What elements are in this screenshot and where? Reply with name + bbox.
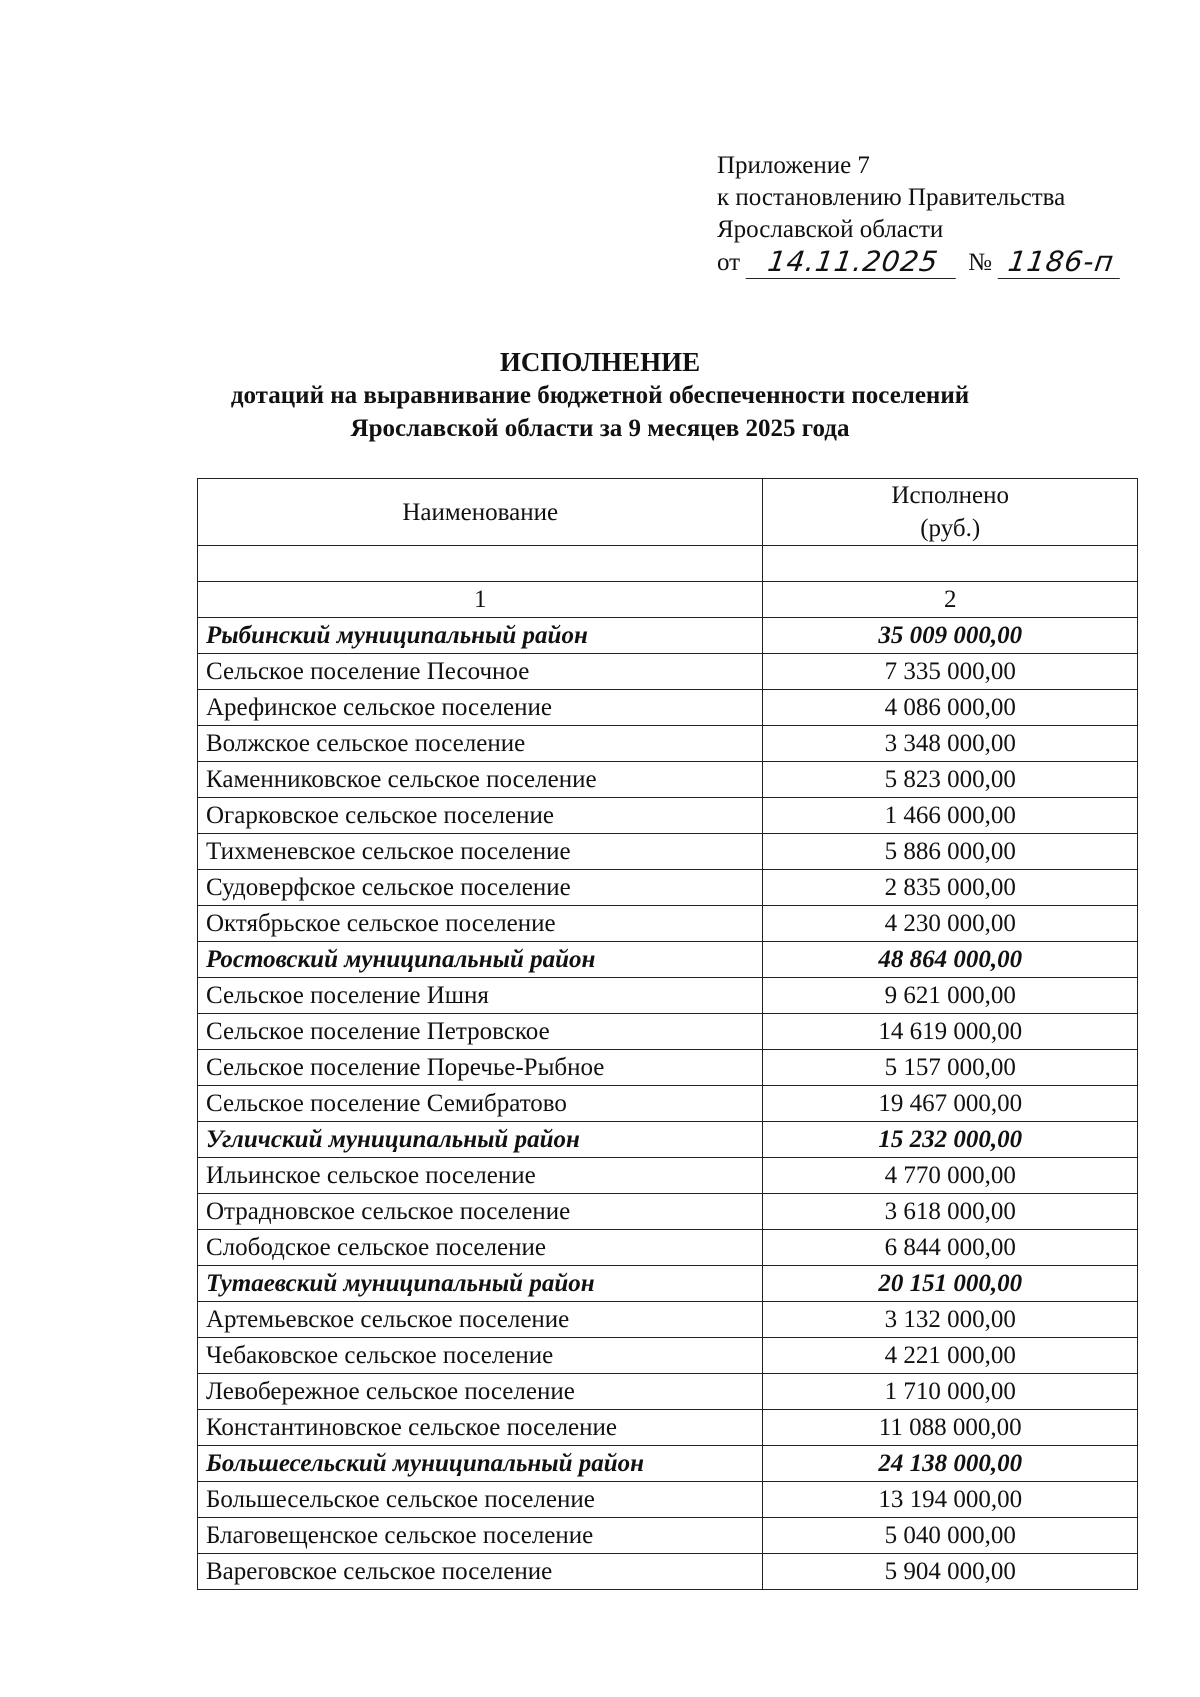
column-number-row [198,582,1138,618]
settlement-row [198,1014,1138,1050]
header-executed [763,479,1138,546]
row-value: 1 710 000,00 [763,1374,1138,1410]
row-name: Огарковское сельское поселение [198,798,763,834]
settlement-row [198,726,1138,762]
appendix-block [717,150,1122,279]
row-name: Ильинское сельское поселение [198,1158,763,1194]
row-value: 35 009 000,00 [763,618,1138,654]
settlement-row [198,1518,1138,1554]
settlement-row [198,690,1138,726]
handwritten-number: 1186-п [998,246,1125,279]
number-label: № [968,249,992,276]
header-name: Наименование [198,479,763,546]
row-value: 4 221 000,00 [763,1338,1138,1374]
settlement-row [198,906,1138,942]
header-executed-unit: (руб.) [920,515,981,542]
district-row [198,1266,1138,1302]
row-name: Артемьевское сельское поселение [198,1302,763,1338]
settlement-row [198,1302,1138,1338]
row-value: 2 835 000,00 [763,870,1138,906]
settlement-row [198,1554,1138,1590]
district-row [198,942,1138,978]
row-value: 9 621 000,00 [763,978,1138,1014]
row-value: 11 088 000,00 [763,1410,1138,1446]
row-value: 20 151 000,00 [763,1266,1138,1302]
document-heading: ИСПОЛНЕНИЕ [499,347,701,377]
row-name: Рыбинский муниципальный район [198,618,763,654]
row-value: 5 886 000,00 [763,834,1138,870]
appendix-date-number [717,246,1122,279]
row-name: Благовещенское сельское поселение [198,1518,763,1554]
row-name: Тутаевский муниципальный район [198,1266,763,1302]
row-value: 4 770 000,00 [763,1158,1138,1194]
row-name: Тихменевское сельское поселение [198,834,763,870]
row-value: 5 040 000,00 [763,1518,1138,1554]
header-executed-label: Исполнено [891,482,1009,509]
row-value: 3 132 000,00 [763,1302,1138,1338]
row-name: Ростовский муниципальный район [198,942,763,978]
row-value: 5 904 000,00 [763,1554,1138,1590]
handwritten-date: 14.11.2025 [746,246,961,279]
row-value: 24 138 000,00 [763,1446,1138,1482]
row-name: Отрадновское сельское поселение [198,1194,763,1230]
date-prefix: от [717,249,741,276]
document-subtitle-line1: дотаций на выравнивание бюджетной обеспеченности поселений [230,382,970,409]
column-number-1: 1 [198,582,763,618]
settlement-row [198,978,1138,1014]
row-name: Арефинское сельское поселение [198,690,763,726]
row-value: 48 864 000,00 [763,942,1138,978]
row-name: Левобережное сельское поселение [198,1374,763,1410]
row-name: Сельское поселение Петровское [198,1014,763,1050]
settlement-row [198,1158,1138,1194]
row-value: 3 348 000,00 [763,726,1138,762]
row-name: Сельское поселение Ишня [198,978,763,1014]
row-value: 5 823 000,00 [763,762,1138,798]
row-name: Чебаковское сельское поселение [198,1338,763,1374]
row-name: Слободское сельское поселение [198,1230,763,1266]
row-value: 13 194 000,00 [763,1482,1138,1518]
row-value: 4 086 000,00 [763,690,1138,726]
row-value: 3 618 000,00 [763,1194,1138,1230]
row-value: 14 619 000,00 [763,1014,1138,1050]
settlement-row [198,834,1138,870]
settlement-row [198,1086,1138,1122]
row-name: Вареговское сельское поселение [198,1554,763,1590]
row-value: 6 844 000,00 [763,1230,1138,1266]
settlement-row [198,1374,1138,1410]
settlement-row [198,798,1138,834]
document-subtitle-line2: Ярославской области за 9 месяцев 2025 года [350,415,850,442]
row-name: Волжское сельское поселение [198,726,763,762]
appendix-region: Ярославской области [717,216,944,243]
row-name: Судоверфское сельское поселение [198,870,763,906]
row-name: Константиновское сельское поселение [198,1410,763,1446]
row-name: Большесельское сельское поселение [198,1482,763,1518]
row-name: Угличский муниципальный район [198,1122,763,1158]
column-number-2: 2 [763,582,1138,618]
row-value: 5 157 000,00 [763,1050,1138,1086]
appendix-resolution: к постановлению Правительства [717,184,1066,211]
row-value: 4 230 000,00 [763,906,1138,942]
district-row [198,1446,1138,1482]
appendix-number: Приложение 7 [717,152,870,179]
row-name: Октябрьское сельское поселение [198,906,763,942]
district-row [198,1122,1138,1158]
settlement-row [198,1050,1138,1086]
row-name: Каменниковское сельское поселение [198,762,763,798]
settlement-row [198,1230,1138,1266]
district-row [198,618,1138,654]
row-name: Сельское поселение Семибратово [198,1086,763,1122]
row-value: 19 467 000,00 [763,1086,1138,1122]
row-name: Большесельский муниципальный район [198,1446,763,1482]
header-gap [198,546,1138,582]
execution-table [197,478,1138,1590]
row-value: 7 335 000,00 [763,654,1138,690]
settlement-row [198,762,1138,798]
settlement-row [198,654,1138,690]
settlement-row [198,870,1138,906]
table-header-row [198,479,1138,546]
row-value: 1 466 000,00 [763,798,1138,834]
row-value: 15 232 000,00 [763,1122,1138,1158]
row-name: Сельское поселение Поречье-Рыбное [198,1050,763,1086]
row-name: Сельское поселение Песочное [198,654,763,690]
settlement-row [198,1338,1138,1374]
settlement-row [198,1410,1138,1446]
settlement-row [198,1194,1138,1230]
settlement-row [198,1482,1138,1518]
